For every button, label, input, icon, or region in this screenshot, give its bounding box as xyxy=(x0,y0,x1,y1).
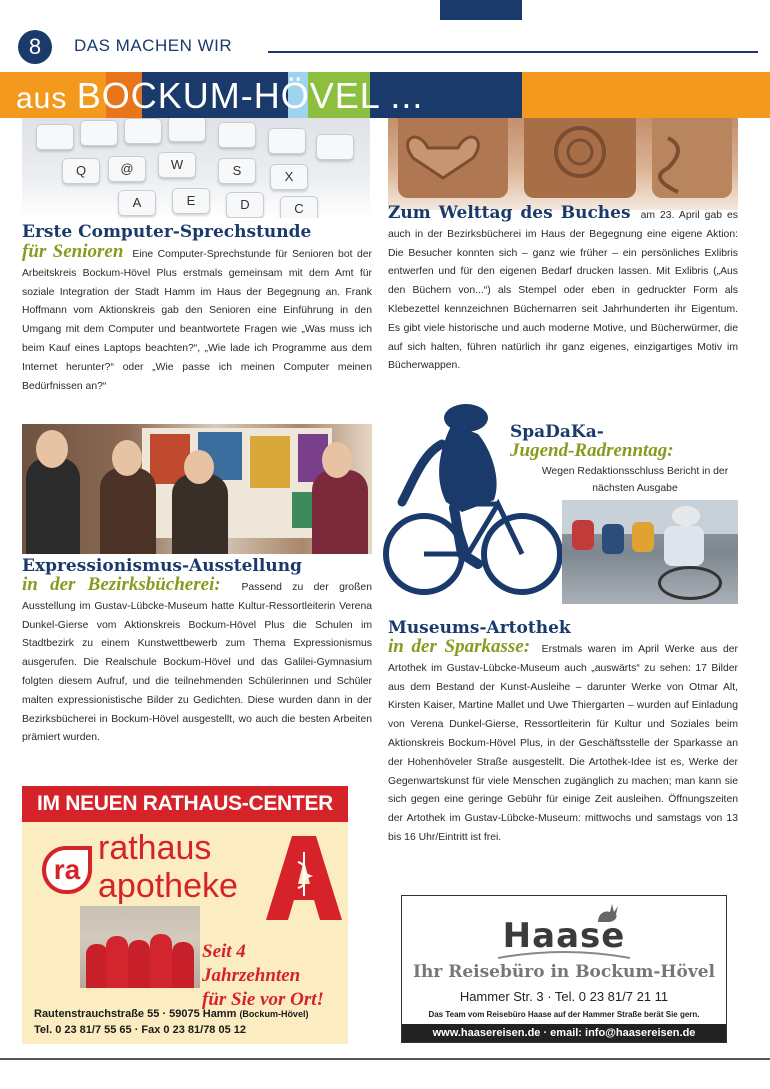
keyboard-key-e: E xyxy=(172,188,210,214)
artothek-article-subtitle: in der Sparkasse: xyxy=(388,636,531,657)
pharmacy-team-photo xyxy=(80,906,200,988)
keyboard-photo xyxy=(22,118,370,218)
apotheke-contact xyxy=(34,1006,308,1038)
apotheke-address: Rautenstrauchstraße 55 · 59075 Hamm xyxy=(34,1008,237,1020)
haase-tagline: Ihr Reisebüro in Bockum-Hövel xyxy=(413,962,715,982)
person xyxy=(312,470,368,554)
computer-article-title: Erste Computer-Sprechstunde xyxy=(22,222,312,242)
rider xyxy=(632,522,654,552)
apotheke-slogan xyxy=(202,940,348,1012)
band-title xyxy=(16,76,423,119)
apotheke-logo-mark: ra xyxy=(42,846,92,894)
rider-jersey xyxy=(664,526,704,566)
person-head xyxy=(112,440,142,476)
logo-swoosh xyxy=(498,950,630,960)
slogan-line2: für Sie vor Ort! xyxy=(202,989,324,1010)
page-number: 8 xyxy=(18,30,52,64)
welttag-article-text: am 23. April gab es auch in der Bezirksbücherei im Haus der Begegnung eine eigene Aktion: Die Besucher konnten sich – ganz wie früher – ein persönliches Exlibris entwerfen und für den eigenen Bedarf drucken lassen. Mit Exlibris („Aus den Büchern von...“) als Stempel oder eben in gedruckter Form als Klebezettel kennzeichnen Büchernarren seit Jahrhunderten ihr Eigentum. Es gibt viele historische und auch moderne Motive, und Bücherwürmer, die auf sich halten, führen natürlich ihr ganz eigenes, einzigartiges Motiv im Bücherwappen. xyxy=(388,210,738,372)
team-member xyxy=(172,942,194,988)
slogan-line1: Seit 4 Jahrzehnten xyxy=(202,941,301,986)
computer-article-text: Eine Computer-Sprechstunde für Senioren bot der Arbeitskreis Bockum-Hövel Plus erstmals gemeinsam mit dem Amt für soziale Integration der Stadt Hamm im Haus der Begegnung an. Frank Hoffmann vom Aktionskreis gab den Senioren eine Einführung in den Umgang mit dem Computer und beantwortete Fragen wie „Was muss ich beim Kauf eines Laptops beachten?“, „Wie lade ich Programme aus dem Internet herunter?“ oder „Wie passe ich meinen Computer meinen Bedürfnissen an?“ xyxy=(22,249,372,392)
apotheke-address-note: (Bockum-Hövel) xyxy=(239,1009,309,1019)
person-head xyxy=(322,442,352,478)
haase-logo: Haase xyxy=(502,916,626,956)
keyboard-key-q: Q xyxy=(62,158,100,184)
welttag-article-body xyxy=(388,204,738,376)
section-kicker: DAS MACHEN WIR xyxy=(74,36,233,55)
kicker-rule xyxy=(268,51,758,53)
keyboard-key-w: W xyxy=(158,152,196,178)
person xyxy=(26,458,80,554)
keyboard-key-x: X xyxy=(270,164,308,190)
band-title-main: BOCKUM-HÖVEL ... xyxy=(76,75,424,116)
team-member xyxy=(128,940,150,988)
person-head xyxy=(36,430,68,468)
artothek-article-title: Museums-Artothek xyxy=(388,618,571,638)
expressionismus-article-text: Passend zu der großen Ausstellung im Gustav-Lübcke-Museum hatte Kultur-Ressortleiterin Verena Dunkel-Gierse vom Aktionskreis Bockum-Hövel Plus die Schulen im Stadtbezirk zu einem Kunstwettbewerb zum Thema Expressionismus ausgerufen. Die Realschule Bockum-Hövel und das Galilei-Gymnasium folgten diesem Aufruf, und die teilnehmenden Schülerinnen und Schüler malten expressionistische Bilder zu Gedichten. Diese wurden dann in der Bezirksbücherei in Bockum-Hövel ausgestellt, wo auch die besten Arbeiten prämiert wurden. xyxy=(22,582,372,744)
keyboard-key xyxy=(218,122,256,148)
band-segment-navy-3 xyxy=(440,72,522,118)
keyboard-key-a: A xyxy=(118,190,156,216)
spadaka-subtitle: Jugend-Radrenntag: xyxy=(510,440,674,461)
pharmacy-a-icon xyxy=(264,832,344,922)
computer-article-body xyxy=(22,243,372,396)
stamp-carvings xyxy=(388,118,738,210)
expressionismus-article-subtitle: in der Bezirksbücherei: xyxy=(22,574,221,595)
welttag-article-title: Zum Welttag des Buches xyxy=(388,203,631,223)
person xyxy=(100,468,156,554)
exlibris-stamps-photo xyxy=(388,118,738,210)
apotheke-name-line1: rathaus xyxy=(98,829,212,867)
keyboard-key xyxy=(316,134,354,160)
keyboard-key xyxy=(124,118,162,144)
haase-reisebuero-ad[interactable] xyxy=(401,895,727,1043)
rider-helmet xyxy=(672,506,700,526)
band-title-prefix: aus xyxy=(16,82,77,115)
bike-wheel xyxy=(658,566,722,600)
haase-web-link[interactable]: www.haasereisen.de · email: info@haasereisen.de xyxy=(402,1024,726,1042)
footer-rule xyxy=(0,1058,770,1060)
keyboard-key-c: C xyxy=(280,196,318,218)
band-segment-orange-2 xyxy=(522,72,770,118)
keyboard-key-at: @ xyxy=(108,156,146,182)
apotheke-phone: Tel. 0 23 81/7 55 65 · Fax 0 23 81/78 05 12 xyxy=(34,1024,247,1036)
haase-note: Das Team vom Reisebüro Haase auf der Hammer Straße berät Sie gern. xyxy=(428,1010,700,1019)
person xyxy=(172,474,228,554)
keyboard-key-d: D xyxy=(226,192,264,218)
expressionismus-article-body xyxy=(22,576,372,748)
artothek-article-text: Erstmals waren im April Werke aus der Artothek im Gustav-Lübcke-Museum auch „auswärts“ zu sehen: 17 Bilder aus dem Bestand der Kunst-Ausleihe – darunter Werke von Otmar Alt, Kirsten Kaiser, Martine Mallet und Uwe Thiergarten – wurden auf Einladung von Verena Dunkel-Gierse, Ressortleiterin für Kultur und Soziales beim Aktionskreis Bockum-Hövel Plus, in der Geschäftsstelle der Sparkasse an der Hohenhöveler Straße ausgestellt. Die Artothek-Idee ist es, Werke der Gegenwartskunst für viele Menschen zugänglich zu machen; man kann sie sich gegen eine geringe Gebühr für einige Zeit ausleihen. Öffnungszeiten der Artothek im Gustav-Lübcke-Museum: mittwochs und samstags von 13 bis 16 Uhr/Eintritt ist frei. xyxy=(388,644,738,843)
computer-article-subtitle: für Senioren xyxy=(22,241,124,262)
spadaka-title: SpaDaKa- xyxy=(510,422,604,442)
keyboard-key-s: S xyxy=(218,158,256,184)
top-accent-bar xyxy=(440,0,522,20)
haase-address: Hammer Str. 3 · Tel. 0 23 81/7 21 11 xyxy=(459,989,669,1004)
team-member xyxy=(150,934,172,988)
rider xyxy=(602,524,624,554)
team-member xyxy=(106,936,128,988)
keyboard-key xyxy=(36,124,74,150)
ad-banner: IM NEUEN RATHAUS-CENTER xyxy=(22,786,348,822)
exhibition-photo xyxy=(22,424,372,554)
rathaus-apotheke-ad[interactable] xyxy=(22,786,348,1044)
team-member xyxy=(86,944,108,988)
apotheke-name-line2: apotheke xyxy=(98,867,238,905)
artwork xyxy=(250,436,290,488)
keyboard-key xyxy=(268,128,306,154)
expressionismus-article-title: Expressionismus-Ausstellung xyxy=(22,556,302,576)
cyclists-photo xyxy=(562,500,738,604)
rider xyxy=(572,520,594,550)
person-head xyxy=(184,450,214,484)
spadaka-body: Wegen Redaktionsschluss Bericht in der nächsten Ausgabe xyxy=(541,466,729,494)
keyboard-key xyxy=(168,118,206,142)
artothek-article-body xyxy=(388,638,738,848)
keyboard-key xyxy=(80,120,118,146)
